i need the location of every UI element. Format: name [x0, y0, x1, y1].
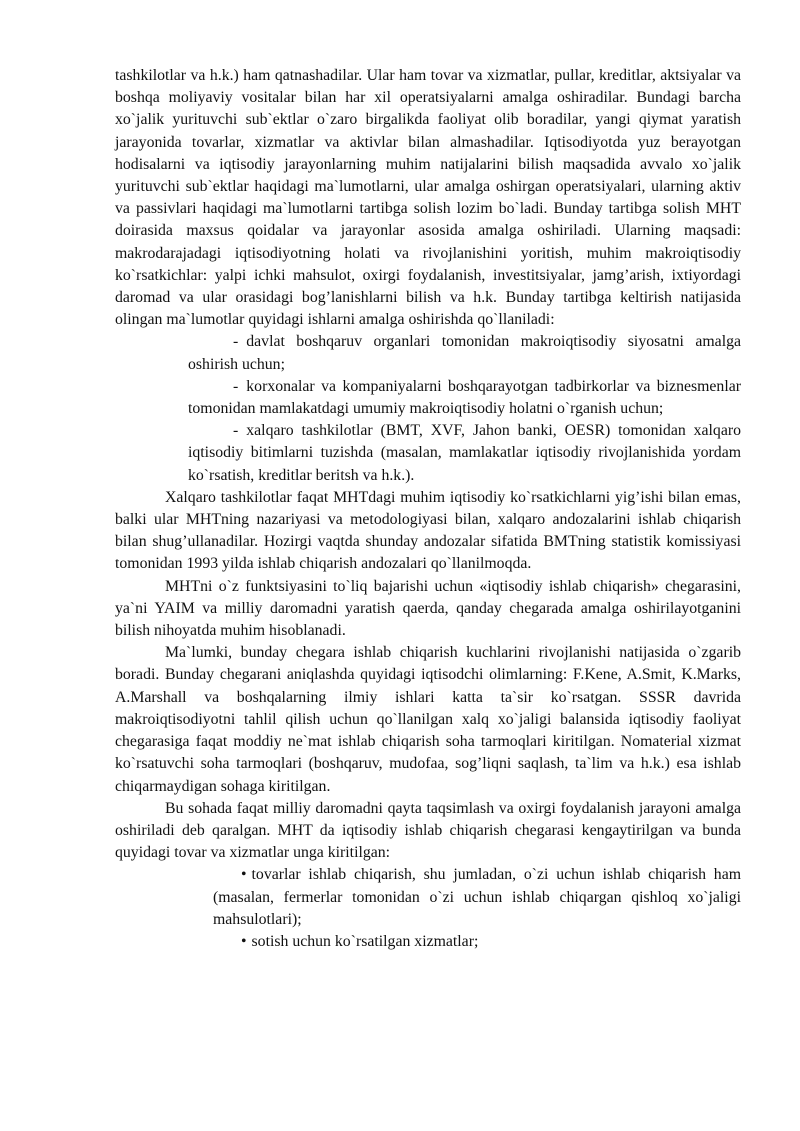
list-item — [213, 931, 741, 953]
paragraph: Ma`lumki, bunday chegara ishlab chiqarish kuchlarini rivojlanishi natijasida o`zgarib boradi. Bunday chegarani aniqlashda quyidagi iqtisodchi olimlarning: F.Kene, A.Smit, K.Marks, A.Marshall va boshqalarning ilmiy ishlari katta ta`sir ko`rsatgan. SSSR davrida makroiqtisodiyotni tahlil qilish uchun qo`llanilgan xalq xo`jaligi balansida iqtisodiy faoliyat chegarasiga faqat moddiy ne`mat ishlab chiqarish soha tarmoqlari kiritilgan. Nomaterial xizmat ko`rsatuvchi soha tarmoqlari (boshqaruv, mudofaa, sog’liqni saqlash, ta`lim va h.k.) esa ishlab chiqarmaydigan sohaga kiritilgan. — [115, 644, 741, 795]
list-item-text: sotish uchun ko`rsatilgan xizmatlar; — [251, 932, 479, 950]
dash-marker: - — [233, 422, 239, 440]
list-item — [188, 376, 741, 420]
list-item-text: tovarlar ishlab chiqarish, shu jumladan, o`zi uchun ishlab chiqarish ham (masalan, fermerlar tomonidan o`zi uchun ishlab chiqargan qishloq xo`jaligi mahsulotlari); — [213, 866, 741, 928]
paragraph: Xalqaro tashkilotlar faqat MHTdagi muhim iqtisodiy ko`rsatkichlarni yig’ishi bilan emas, balki ular MHTning nazariyasi va metodologiyasi bilan, xalqaro andozalarini ishlab chiqarish bilan shug’ullanadilar. Hozirgi vaqtda shunday andozalar sifatida BMTning statistik komissiyasi tomonidan 1993 yilda ishlab chiqarish andozalari qo`llanilmoqda. — [115, 488, 741, 573]
list-item-text: xalqaro tashkilotlar (BMT, XVF, Jahon banki, OESR) tomonidan xalqaro iqtisodiy bitimlarni tuzishda (masalan, mamlakatlar iqtisodiy rivojlanishida yordam ko`rsatish, kreditlar beritsh va h.k.). — [188, 422, 741, 484]
document-body — [115, 65, 741, 953]
paragraph: MHTni o`z funktsiyasini to`liq bajarishi uchun «iqtisodiy ishlab chiqarish» chegarasini, ya`ni YAIM va milliy daromadni yaratish qaerda, qanday chegarada amalga oshirilayotganini bilish nihoyatda muhim hisoblanadi. — [115, 577, 741, 640]
bullet-marker: • — [241, 866, 247, 884]
dash-marker: - — [233, 333, 239, 351]
paragraph: tashkilotlar va h.k.) ham qatnashadilar. Ular ham tovar va xizmatlar, pullar, kreditlar, aktsiyalar va boshqa moliyaviy vositalar bilan har xil operatsiyalarni amalga oshiradilar. Bundagi barcha xo`jalik yurituvchi sub`ektlar o`zaro birgalikda faoliyat olib boradilar, yangi qiymat yaratish jarayonida tovarlar, xizmatlar va aktivlar bilan almashadilar. Iqtisodiyotda yuz berayotgan hodisalarni va iqtisodiy jarayonlarning muhim natijalarini bilish maqsadida avvalo xo`jalik yurituvchi sub`ektlar haqidagi ma`lumotlarni, ular amalga oshirgan operatsiyalari, ularning aktiv va passivlari haqidagi ma`lumotlarni tartibga solish lozim bo`ladi. Bunday tartibga solish MHT doirasida maxsus qoidalar va jarayonlar asosida amalga oshiriladi. Ularning maqsadi: makrodarajadagi iqtisodiyotning holati va rivojlanishini yoritish, muhim makroiqtisodiy ko`rsatkichlar: yalpi ichki mahsulot, oxirgi foydalanish, investitsiyalar, jamg’arish, ixtiyordagi daromad va ular orasidagi bog’lanishlarni bilish va h.k. Bunday tartibga keltirish natijasida olingan ma`lumotlar quyidagi ishlarni amalga oshirishda qo`llaniladi: — [115, 67, 741, 329]
list-item — [213, 864, 741, 931]
list-item — [188, 331, 741, 375]
bullet-marker: • — [241, 932, 247, 950]
list-item — [188, 420, 741, 487]
list-item-text: davlat boshqaruv organlari tomonidan makroiqtisodiy siyosatni amalga oshirish uchun; — [188, 333, 741, 373]
paragraph: Bu sohada faqat milliy daromadni qayta taqsimlash va oxirgi foydalanish jarayoni amalga oshiriladi deb qaralgan. MHT da iqtisodiy ishlab chiqarish chegarasi kengaytirilgan va bunda quyidagi tovar va xizmatlar unga kiritilgan: — [115, 799, 741, 862]
dash-marker: - — [233, 377, 239, 395]
list-item-text: korxonalar va kompaniyalarni boshqarayotgan tadbirkorlar va biznesmenlar tomonidan mamlakatdagi umumiy makroiqtisodiy holatni o`rganish uchun; — [188, 377, 741, 418]
